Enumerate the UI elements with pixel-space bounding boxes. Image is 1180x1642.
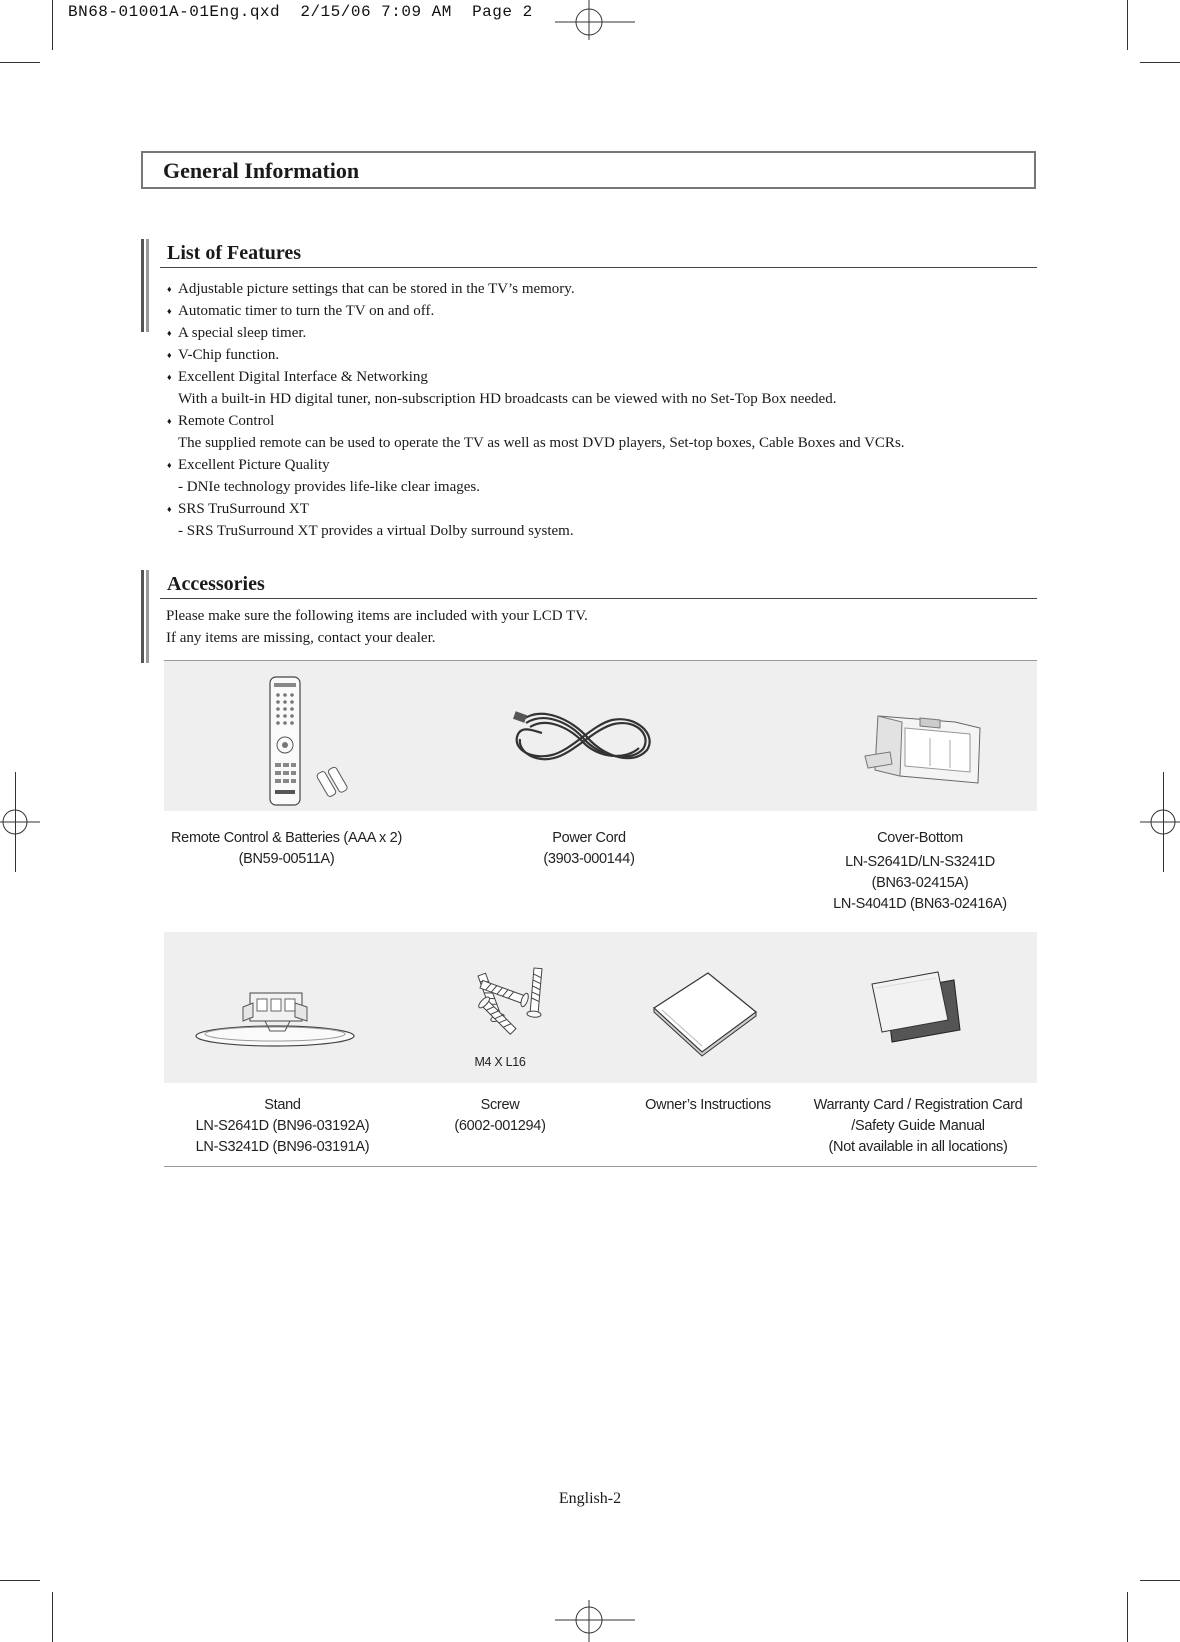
owners-manual-image bbox=[650, 970, 760, 1055]
features-heading: List of Features bbox=[167, 242, 302, 264]
remote-control-image bbox=[268, 675, 343, 810]
stand-image bbox=[195, 985, 360, 1050]
panel-bottom-rule bbox=[164, 1166, 1037, 1167]
page-number: English-2 bbox=[558, 1490, 622, 1507]
stand-caption: Stand LN-S2641D (BN96-03192A) LN-S3241D (BN96-03191A) bbox=[195, 1097, 370, 1155]
print-slug: BN68-01001A-01Eng.qxd 2/15/06 7:09 AM Page 2 bbox=[68, 3, 533, 21]
features-rule bbox=[160, 267, 1037, 268]
feature-item: ♦ V-Chip function. bbox=[167, 344, 1037, 366]
feature-item: ♦ A special sleep timer. bbox=[167, 322, 1037, 344]
accessories-heading: Accessories bbox=[167, 573, 265, 595]
accessories-rule bbox=[160, 598, 1037, 599]
registration-mark-left bbox=[0, 800, 40, 844]
section-bar-accessories bbox=[141, 570, 149, 663]
power-cord-image bbox=[512, 705, 657, 770]
accessories-intro bbox=[166, 606, 588, 649]
owners-instructions-caption: Owner’s Instructions bbox=[645, 1097, 771, 1113]
screws-image bbox=[450, 968, 550, 1043]
feature-detail: - SRS TruSurround XT provides a virtual Dolby surround system. bbox=[178, 523, 574, 539]
registration-mark-top bbox=[555, 0, 635, 40]
accessories-intro-line: If any items are missing, contact your dealer. bbox=[166, 629, 436, 646]
cover-bottom-caption: Cover-Bottom LN-S2641D/LN-S3241D (BN63-02415A) LN-S4041D (BN63-02416A) bbox=[833, 830, 1007, 912]
screw-caption: Screw (6002-001294) bbox=[454, 1097, 546, 1134]
warranty-card-image bbox=[868, 970, 963, 1042]
remote-caption: Remote Control & Batteries (AAA x 2) (BN59-00511A) bbox=[171, 830, 402, 867]
feature-item: ♦ Excellent Digital Interface & Networking bbox=[167, 366, 1037, 388]
accessories-intro-line: Please make sure the following items are included with your LCD TV. bbox=[166, 608, 588, 624]
feature-detail: - DNIe technology provides life-like clear images. bbox=[178, 479, 480, 495]
feature-item: ♦ Excellent Picture Quality bbox=[167, 454, 1037, 476]
registration-mark-right bbox=[1140, 800, 1180, 844]
warranty-card-caption: Warranty Card / Registration Card /Safety Guide Manual (Not available in all locations) bbox=[813, 1097, 1023, 1155]
page-title: General Information bbox=[163, 158, 360, 183]
screw-size-label: M4 X L16 bbox=[474, 1055, 526, 1069]
cover-bottom-image bbox=[860, 708, 985, 788]
feature-item: ♦ Adjustable picture settings that can be stored in the TV’s memory. bbox=[167, 278, 1037, 300]
feature-item: ♦ Remote Control bbox=[167, 410, 1037, 432]
feature-item: ♦ SRS TruSurround XT bbox=[167, 498, 1037, 520]
section-bar-features bbox=[141, 239, 149, 332]
page-title-box bbox=[141, 151, 1036, 189]
feature-item: ♦ Automatic timer to turn the TV on and off. bbox=[167, 300, 1037, 322]
feature-detail: With a built-in HD digital tuner, non-subscription HD broadcasts can be viewed with no Set-Top Box needed. bbox=[178, 391, 837, 407]
power-cord-caption: Power Cord (3903-000144) bbox=[543, 830, 635, 867]
feature-detail: The supplied remote can be used to operate the TV as well as most DVD players, Set-top boxes, Cable Boxes and VCRs. bbox=[178, 435, 905, 451]
features-list bbox=[167, 278, 1037, 542]
registration-mark-bottom bbox=[555, 1600, 635, 1642]
